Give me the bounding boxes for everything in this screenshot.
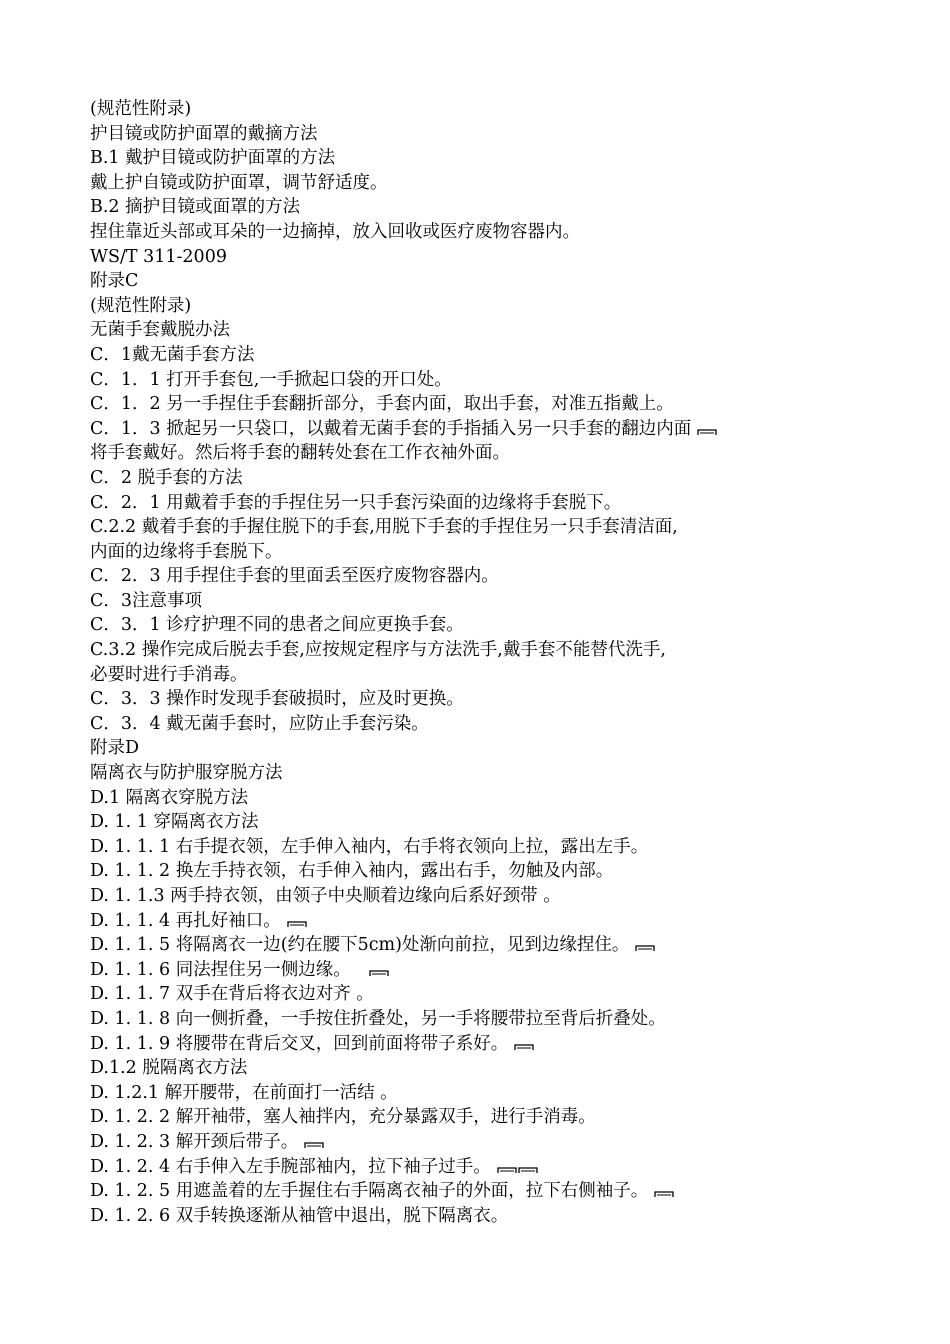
document-page — [90, 97, 880, 1228]
text-line: 护目镜或防护面罩的戴摘方法 — [90, 123, 318, 144]
text-line: 隔离衣与防护服穿脱方法 — [90, 763, 283, 784]
text-line: WS/T 311-2009 — [90, 246, 227, 267]
text-line: C．1．3 掀起另一只袋口，以戴着无菌手套的手指插入另一只手套的翻边内面 — [90, 417, 880, 442]
bracket-glyph-icon — [514, 1043, 534, 1051]
text-line: C．3．4 戴无菌手套时，应防止手套污染。 — [90, 713, 429, 734]
text-line: D. 1. 2. 6 双手转换逐渐从袖管中退出，脱下隔离衣。 — [90, 1205, 509, 1226]
text-line: (规范性附录) — [90, 99, 192, 119]
bracket-glyph-icon — [369, 969, 389, 977]
text-line: 戴上护自镜或防护面罩，调节舒适度。 — [90, 172, 388, 193]
text-line: D. 1. 2. 4 右手伸入左手腕部袖内，拉下袖子过手。 — [90, 1155, 880, 1180]
text-line: 无菌手套戴脱办法 — [90, 320, 230, 341]
text-line: D. 1. 1. 2 换左手持衣领，右手伸入袖内，露出右手，勿触及内部。 — [90, 861, 614, 882]
bracket-glyph-icon — [497, 1166, 517, 1174]
bracket-glyph-icon — [697, 428, 717, 436]
text-line: C．2 脱手套的方法 — [90, 467, 243, 488]
bracket-glyph-icon — [654, 1190, 674, 1198]
text-line: C．1．2 另一手捏住手套翻折部分，手套内面，取出手套，对准五指戴上。 — [90, 394, 674, 415]
text-line: 捏住靠近头部或耳朵的一边摘掉，放入回收或医疗废物容器内。 — [90, 221, 580, 242]
text-line: D. 1. 1.3 两手持衣领，由领子中央顺着边缘向后系好颈带 。 — [90, 886, 561, 906]
text-line: C.3.2 操作完成后脱去手套,应按规定程序与方法洗手,戴手套不能替代洗手, — [90, 640, 666, 661]
text-line: D. 1. 1. 7 双手在背后将衣边对齐 。 — [90, 984, 374, 1005]
text-line: C．3注意事项 — [90, 590, 203, 611]
text-line: D. 1. 1. 5 将隔离衣一边(约在腰下5cm)处渐向前拉，见到边缘捏住。 — [90, 933, 880, 958]
text-line: C．3．3 操作时发现手套破损时，应及时更换。 — [90, 689, 464, 710]
bracket-glyph-icon — [304, 1141, 324, 1149]
text-line: C．2．3 用手捏住手套的里面丢至医疗废物容器内。 — [90, 566, 499, 587]
text-line: D. 1. 1. 6 同法捏住另一侧边缘。 — [90, 958, 880, 983]
text-line: 内面的边缘将手套脱下。 — [90, 541, 283, 562]
text-line: D. 1. 1. 9 将腰带在背后交叉，回到前面将带子系好。 — [90, 1032, 880, 1057]
text-line: B.2 摘护目镜或面罩的方法 — [90, 197, 301, 218]
text-line: C．1戴无菌手套方法 — [90, 344, 255, 365]
text-line: D. 1. 1. 1 右手提衣领，左手伸入袖内，右手将衣领向上拉，露出左手。 — [90, 836, 649, 857]
text-line: D. 1. 1. 8 向一侧折叠，一手按住折叠处，另一手将腰带拉至背后折叠处。 — [90, 1008, 666, 1029]
text-line: D. 1. 2. 5 用遮盖着的左手握住右手隔离衣袖子的外面，拉下右侧袖子。 — [90, 1179, 880, 1204]
text-line: C．3．1 诊疗护理不同的患者之间应更换手套。 — [90, 615, 464, 636]
text-line: D. 1. 1 穿隔离衣方法 — [90, 812, 259, 833]
text-line: 附录C — [90, 271, 139, 292]
bracket-glyph-icon — [635, 944, 655, 952]
text-line: 将手套戴好。然后将手套的翻转处套在工作衣袖外面。 — [90, 443, 510, 464]
text-line: (规范性附录) — [90, 295, 192, 316]
bracket-glyph-icon — [287, 920, 307, 928]
text-line: 必要时进行手消毒。 — [90, 664, 248, 685]
text-line: D. 1. 2. 3 解开颈后带子。 — [90, 1130, 880, 1155]
text-line: C．1．1 打开手套包,一手掀起口袋的开口处。 — [90, 369, 452, 390]
text-line: D.1 隔离衣穿脱方法 — [90, 787, 249, 808]
text-line: B.1 戴护目镜或防护面罩的方法 — [90, 148, 336, 169]
text-line: C.2.2 戴着手套的手握住脱下的手套,用脱下手套的手捏住另一只手套清洁面, — [90, 517, 678, 538]
text-line: D. 1.2.1 解开腰带，在前面打一活结 。 — [90, 1082, 398, 1103]
text-line: D.1.2 脱隔离衣方法 — [90, 1058, 248, 1079]
text-line: 附录D — [90, 738, 140, 759]
text-line: C．2．1 用戴着手套的手捏住另一只手套污染面的边缘将手套脱下。 — [90, 492, 622, 513]
bracket-glyph-icon — [518, 1166, 538, 1174]
text-line: D. 1. 1. 4 再扎好袖口。 — [90, 909, 880, 934]
text-line: D. 1. 2. 2 解开袖带，塞人袖拌内，充分暴露双手，进行手消毒。 — [90, 1107, 596, 1128]
